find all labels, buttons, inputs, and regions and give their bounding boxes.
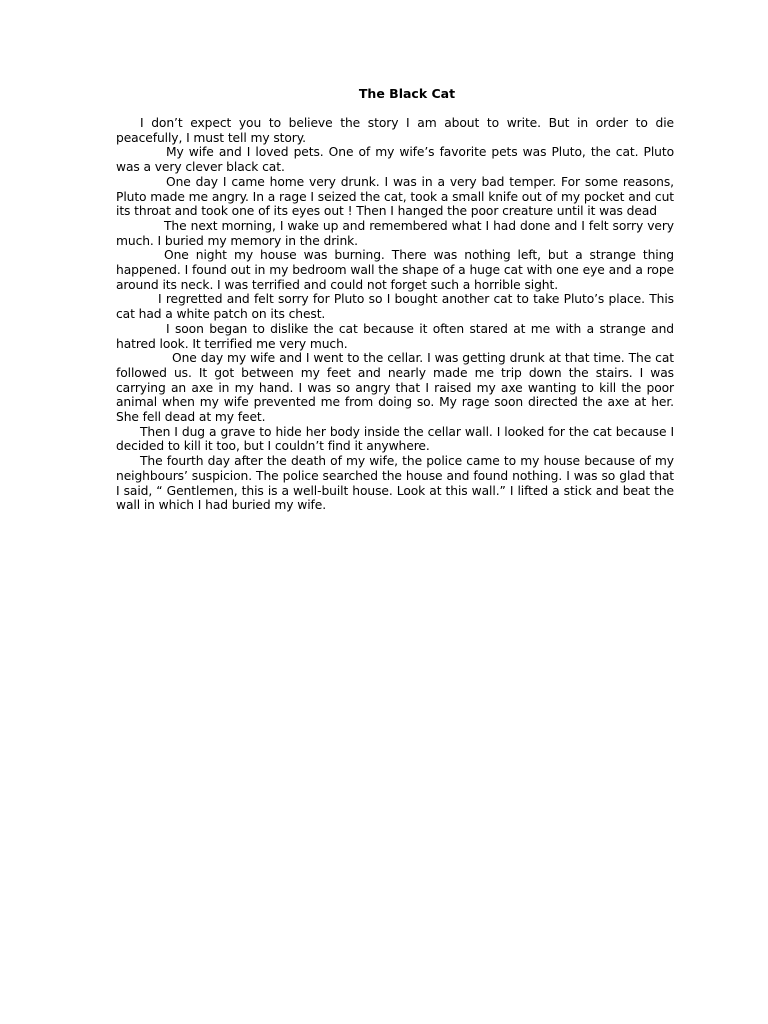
paragraph-5: One night my house was burning. There was nothing left, but a strange thing happened. I found out in my bedroom wall the shape of a huge cat with one eye and a rope around its neck. I was terrified and could not forget such a horrible sight.	[116, 248, 674, 292]
paragraph-4: The next morning, I wake up and remembered what I had done and I felt sorry very much. I buried my memory in the drink.	[116, 218, 674, 248]
paragraph-7: I soon began to dislike the cat because it often stared at me with a strange and hatred look. It terrified me very much.	[116, 321, 674, 351]
paragraph-2: My wife and I loved pets. One of my wife’s favorite pets was Pluto, the cat. Pluto was a very clever black cat.	[116, 145, 674, 175]
paragraph-6: I regretted and felt sorry for Pluto so I bought another cat to take Pluto’s place. This cat had a white patch on its chest.	[116, 292, 674, 322]
paragraph-3: One day I came home very drunk. I was in a very bad temper. For some reasons, Pluto made me angry. In a rage I seized the cat, took a small knife out of my pocket and cut its throat and took one of its eyes out ! Then I hanged the poor creature until it was dead	[116, 174, 674, 219]
paragraph-10: The fourth day after the death of my wife, the police came to my house because of my neighbours’ suspicion. The police searched the house and found nothing. I was so glad that I said, “ Gentlemen, this is a well-built house. Look at this wall.” I lifted a stick and beat the wall in which I had buried my wife.	[116, 454, 674, 513]
document-title: The Black Cat	[358, 86, 456, 101]
paragraph-8: One day my wife and I went to the cellar. I was getting drunk at that time. The cat followed us. It got between my feet and nearly made me trip down the stairs. I was carrying an axe in my hand. I was so angry that I raised my axe wanting to kill the poor animal when my wife prevented me from doing so. My rage soon directed the axe at her. She fell dead at my feet.	[116, 351, 674, 425]
paragraph-1: I don’t expect you to believe the story I am about to write. But in order to die peacefully, I must tell my story.	[116, 116, 674, 145]
document-page	[116, 86, 674, 513]
paragraph-9: Then I dug a grave to hide her body inside the cellar wall. I looked for the cat because I decided to kill it too, but I couldn’t find it anywhere.	[116, 424, 674, 454]
